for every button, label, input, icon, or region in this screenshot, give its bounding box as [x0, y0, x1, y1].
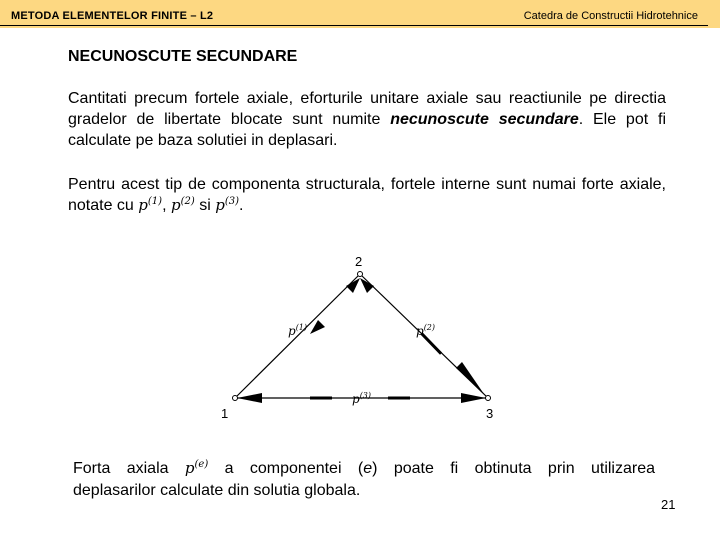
paragraph1-text: Cantitati precum fortele axiale, eforturile unitare axiale sau reactiunile pe directia gradelor de libertate blocate sunt numite [68, 90, 666, 128]
arrow-p2-bottom [456, 362, 484, 394]
force-bar-p2 [421, 333, 443, 355]
member-1-2 [235, 274, 360, 398]
force-label-p3: $p^{(3)}$ [352, 391, 372, 406]
node-label-2: 2 [355, 254, 363, 269]
node-1 [233, 396, 238, 401]
paragraph-element-force [73, 457, 655, 502]
department-name: Catedra de Constructii Hidrotehnice [523, 10, 698, 22]
paragraph2-end: . [239, 197, 244, 214]
page-number: 21 [661, 497, 676, 512]
node-label-3: 3 [486, 406, 494, 421]
paragraph3-line2: deplasarilor calculate din solutia globala. [73, 482, 361, 499]
node-2 [358, 272, 363, 277]
paragraph1-emphasis: necunoscute secundare [390, 111, 579, 128]
symbol-p1: $p^{(1)}$ [138, 196, 163, 214]
paragraph2-text: Pentru acest tip de componenta structurala, fortele interne sunt numai forte axiale, notate cu [68, 176, 666, 214]
paragraph3-line1: Forta axiala $p^{(e)}$ a componentei (e) poate fi obtinuta prin utilizarea [73, 459, 655, 477]
symbol-p3: $p^{(3)}$ [215, 196, 239, 214]
arrow-p3-right [461, 393, 486, 403]
conjunction: si [199, 197, 211, 214]
force-label-p2: $p^{(2)}$ [416, 323, 436, 338]
node-3 [486, 396, 491, 401]
force-bar-p3-right [388, 397, 410, 400]
slide-title: NECUNOSCUTE SECUNDARE [68, 48, 298, 65]
separator: , [162, 197, 167, 214]
paragraph1-end: . Ele pot fi calculate pe baza solutiei in deplasari. [68, 111, 666, 149]
force-label-p1: $p^{(1)}$ [288, 323, 308, 338]
force-bar-p3-left [310, 397, 332, 400]
node-label-1: 1 [221, 406, 229, 421]
course-title: METODA ELEMENTELOR FINITE – L2 [11, 10, 214, 22]
arrow-p3-left [237, 393, 262, 403]
symbol-pe: $p^{(e)}$ [184, 459, 209, 477]
symbol-p2: $p^{(2)}$ [170, 196, 195, 214]
